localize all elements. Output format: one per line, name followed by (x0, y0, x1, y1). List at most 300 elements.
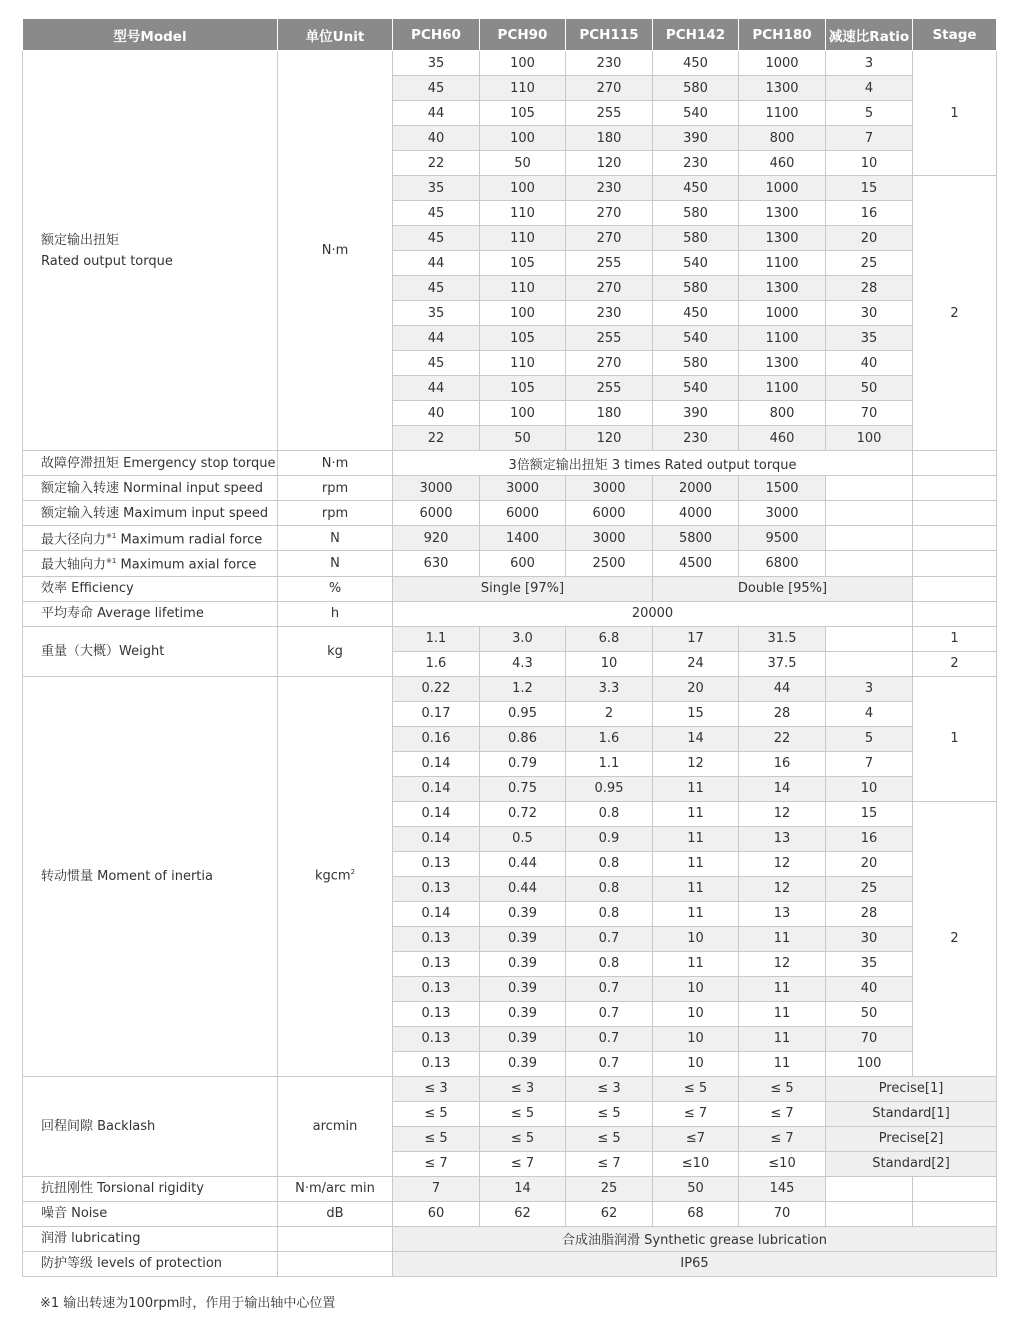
table-header (23, 19, 997, 51)
value-cell: 450 (653, 301, 739, 326)
value-cell: 6000 (393, 501, 480, 526)
value-cell: 44 (739, 676, 826, 701)
ratio-cell: 4 (826, 701, 913, 726)
value-cell: 0.13 (393, 1001, 480, 1026)
value-cell: 1400 (480, 526, 566, 551)
value-cell: 0.7 (566, 1051, 653, 1076)
value-cell: 3.3 (566, 676, 653, 701)
value-cell: 28 (739, 701, 826, 726)
value-cell: 45 (393, 201, 480, 226)
row-label-en: Maximum axial force (116, 557, 257, 573)
value-cell: 0.22 (393, 676, 480, 701)
ratio-cell: 50 (826, 376, 913, 401)
value-cell: 11 (653, 901, 739, 926)
stage-cell: 2 (913, 651, 997, 676)
value-cell: 11 (739, 926, 826, 951)
ratio-cell (826, 501, 913, 526)
value-cell: 0.13 (393, 1026, 480, 1051)
value-cell: 11 (739, 1051, 826, 1076)
value-cell: ≤ 5 (480, 1126, 566, 1151)
value-cell: 7 (393, 1176, 480, 1201)
ratio-cell (826, 526, 913, 551)
value-cell: 50 (480, 426, 566, 451)
ratio-cell (826, 1176, 913, 1201)
unit-cell: arcmin (278, 1076, 393, 1176)
value-cell: 10 (653, 976, 739, 1001)
value-cell: 44 (393, 376, 480, 401)
value-cell: 22 (393, 426, 480, 451)
value-cell: 540 (653, 326, 739, 351)
value-cell: 2500 (566, 551, 653, 576)
grade-cell: Standard[2] (826, 1151, 997, 1176)
ratio-cell: 4 (826, 76, 913, 101)
value-cell: 630 (393, 551, 480, 576)
value-cell: 0.44 (480, 851, 566, 876)
footnote-marker: ※1 (106, 532, 117, 540)
value-cell: 50 (653, 1176, 739, 1201)
value-cell: 110 (480, 351, 566, 376)
ratio-cell: 35 (826, 951, 913, 976)
ratio-cell: 100 (826, 1051, 913, 1076)
footnote-marker: ※1 (106, 557, 117, 566)
value-cell: 10 (566, 651, 653, 676)
value-cell: 12 (739, 951, 826, 976)
value-cell: 0.7 (566, 976, 653, 1001)
value-cell: 10 (653, 1001, 739, 1026)
value-cell: 1300 (739, 201, 826, 226)
value-cell: ≤ 7 (480, 1151, 566, 1176)
value-cell: 25 (566, 1176, 653, 1201)
footnote: ※1 输出转速为100rpm时，作用于输出轴中心位置 (40, 1296, 336, 1311)
value-cell: 145 (739, 1176, 826, 1201)
value-cell: 1100 (739, 326, 826, 351)
row-label: 故障停滞扭矩 Emergency stop torque (23, 451, 278, 476)
value-cell: 1100 (739, 101, 826, 126)
row-label (23, 551, 278, 576)
value-cell: 45 (393, 226, 480, 251)
value-cell: 14 (480, 1176, 566, 1201)
value-cell: 0.39 (480, 1001, 566, 1026)
value-cell: 3000 (566, 526, 653, 551)
ratio-cell: 15 (826, 801, 913, 826)
unit-cell: dB (278, 1201, 393, 1226)
value-cell: 1.1 (566, 751, 653, 776)
value-cell: 1300 (739, 351, 826, 376)
value-cell: 1300 (739, 276, 826, 301)
value-cell: 24 (653, 651, 739, 676)
value-cell: 0.8 (566, 876, 653, 901)
value-cell: 9500 (739, 526, 826, 551)
unit-cell: N·m (278, 51, 393, 451)
value-cell: 0.14 (393, 751, 480, 776)
table-row (23, 551, 997, 576)
value-cell: 100 (480, 401, 566, 426)
column-header: 减速比Ratio (826, 19, 913, 51)
value-cell: 0.16 (393, 726, 480, 751)
value-cell: 6000 (480, 501, 566, 526)
value-cell: 1.2 (480, 676, 566, 701)
unit-cell: N·m/arc min (278, 1176, 393, 1201)
value-cell: 100 (480, 176, 566, 201)
stage-cell (913, 526, 997, 551)
value-cell: 6.8 (566, 626, 653, 651)
stage-cell (913, 601, 997, 626)
value-cell: ≤ 5 (739, 1076, 826, 1101)
value-cell: 255 (566, 376, 653, 401)
value-cell: 45 (393, 76, 480, 101)
value-cell: 230 (653, 426, 739, 451)
value-cell: 0.13 (393, 851, 480, 876)
value-cell: 0.79 (480, 751, 566, 776)
value-cell: 13 (739, 901, 826, 926)
value-cell: 230 (653, 151, 739, 176)
value-cell: ≤ 3 (480, 1076, 566, 1101)
value-cell: 580 (653, 351, 739, 376)
value-cell: 11 (653, 951, 739, 976)
value-cell: 0.95 (480, 701, 566, 726)
row-label (23, 526, 278, 551)
value-cell: 4.3 (480, 651, 566, 676)
ratio-cell: 70 (826, 401, 913, 426)
value-cell: 270 (566, 276, 653, 301)
value-cell: 100 (480, 51, 566, 76)
ratio-cell: 5 (826, 101, 913, 126)
row-label: 噪音 Noise (23, 1201, 278, 1226)
value-cell: 105 (480, 101, 566, 126)
value-cell: ≤7 (653, 1126, 739, 1151)
value-cell: 50 (480, 151, 566, 176)
value-cell: 4000 (653, 501, 739, 526)
column-header: Stage (913, 19, 997, 51)
value-cell: 14 (653, 726, 739, 751)
ratio-cell (826, 551, 913, 576)
table-row (23, 476, 997, 501)
grade-cell: Precise[1] (826, 1076, 997, 1101)
value-cell: 3000 (480, 476, 566, 501)
value-cell: 600 (480, 551, 566, 576)
ratio-cell (826, 476, 913, 501)
value-cell: 1000 (739, 51, 826, 76)
ratio-cell: 35 (826, 326, 913, 351)
value-cell: 800 (739, 126, 826, 151)
ratio-cell: 7 (826, 751, 913, 776)
column-header: PCH180 (739, 19, 826, 51)
unit-text: kgcm (314, 868, 351, 884)
value-cell: 450 (653, 51, 739, 76)
table-row (23, 1076, 997, 1101)
value-cell: 0.86 (480, 726, 566, 751)
table-row (23, 526, 997, 551)
row-label: 润滑 lubricating (23, 1226, 278, 1251)
merged-value-cell: 20000 (393, 601, 913, 626)
row-label: 转动惯量 Moment of inertia (23, 676, 278, 1076)
value-cell: 2 (566, 701, 653, 726)
value-cell: 460 (739, 426, 826, 451)
ratio-cell: 50 (826, 1001, 913, 1026)
value-cell: 270 (566, 226, 653, 251)
value-cell: 0.13 (393, 926, 480, 951)
unit-cell: N (278, 526, 393, 551)
row-label: 重量（大概）Weight (23, 626, 278, 676)
value-cell: 62 (480, 1201, 566, 1226)
value-cell: 11 (739, 1026, 826, 1051)
value-cell: 255 (566, 101, 653, 126)
value-cell: ≤ 5 (480, 1101, 566, 1126)
value-cell: 40 (393, 401, 480, 426)
stage-cell (913, 551, 997, 576)
ratio-cell: 40 (826, 976, 913, 1001)
merged-value-cell: 合成油脂润滑 Synthetic grease lubrication (393, 1226, 997, 1251)
value-cell: 255 (566, 251, 653, 276)
unit-cell (278, 676, 393, 1076)
efficiency-double-cell: Double [95%] (653, 576, 913, 601)
ratio-cell: 5 (826, 726, 913, 751)
value-cell: 0.13 (393, 1051, 480, 1076)
value-cell: 390 (653, 401, 739, 426)
value-cell: 20 (653, 676, 739, 701)
value-cell: 22 (393, 151, 480, 176)
grade-cell: Precise[2] (826, 1126, 997, 1151)
stage-cell (913, 476, 997, 501)
value-cell: 12 (739, 876, 826, 901)
ratio-cell: 3 (826, 51, 913, 76)
row-label-line: Rated output torque (41, 253, 173, 269)
value-cell: 3000 (393, 476, 480, 501)
unit-cell: rpm (278, 476, 393, 501)
stage-cell: 1 (913, 676, 997, 801)
value-cell: 120 (566, 426, 653, 451)
ratio-cell: 16 (826, 826, 913, 851)
value-cell: 62 (566, 1201, 653, 1226)
value-cell: 580 (653, 276, 739, 301)
value-cell: 44 (393, 251, 480, 276)
row-label-main: 最大轴向力 (41, 557, 107, 573)
value-cell: 3000 (566, 476, 653, 501)
value-cell: 11 (653, 776, 739, 801)
grade-cell: Standard[1] (826, 1101, 997, 1126)
value-cell: 1000 (739, 176, 826, 201)
unit-cell: % (278, 576, 393, 601)
value-cell: 180 (566, 401, 653, 426)
stage-cell (913, 451, 997, 476)
value-cell: 230 (566, 301, 653, 326)
value-cell: 60 (393, 1201, 480, 1226)
value-cell: 44 (393, 101, 480, 126)
value-cell: 540 (653, 251, 739, 276)
value-cell: 580 (653, 201, 739, 226)
value-cell: 14 (739, 776, 826, 801)
column-header: PCH115 (566, 19, 653, 51)
value-cell: ≤ 5 (566, 1101, 653, 1126)
value-cell: 10 (653, 1051, 739, 1076)
stage-cell: 1 (913, 626, 997, 651)
value-cell: ≤ 3 (393, 1076, 480, 1101)
value-cell: 0.17 (393, 701, 480, 726)
spec-table (22, 18, 997, 1277)
row-label-main: 最大径向力 (41, 532, 107, 548)
value-cell: 0.9 (566, 826, 653, 851)
value-cell: 0.14 (393, 826, 480, 851)
stage-cell (913, 1176, 997, 1201)
value-cell: 450 (653, 176, 739, 201)
ratio-cell: 30 (826, 926, 913, 951)
value-cell: ≤ 7 (566, 1151, 653, 1176)
value-cell: 40 (393, 126, 480, 151)
value-cell: 580 (653, 226, 739, 251)
value-cell: 5800 (653, 526, 739, 551)
value-cell: 35 (393, 176, 480, 201)
value-cell: 15 (653, 701, 739, 726)
value-cell: 17 (653, 626, 739, 651)
unit-cell: h (278, 601, 393, 626)
value-cell: 1100 (739, 376, 826, 401)
value-cell: 0.39 (480, 976, 566, 1001)
ratio-cell: 20 (826, 226, 913, 251)
value-cell: 105 (480, 376, 566, 401)
stage-cell: 2 (913, 801, 997, 1076)
value-cell: 11 (653, 826, 739, 851)
value-cell: 100 (480, 126, 566, 151)
row-label-en: Maximum radial force (116, 532, 263, 548)
value-cell: ≤ 7 (653, 1101, 739, 1126)
ratio-cell: 10 (826, 776, 913, 801)
value-cell: ≤ 5 (393, 1126, 480, 1151)
value-cell: 11 (653, 851, 739, 876)
value-cell: 4500 (653, 551, 739, 576)
row-label-line: 额定输出扭矩 (41, 232, 120, 248)
table-row (23, 1201, 997, 1226)
unit-cell: kg (278, 626, 393, 676)
table-row (23, 676, 997, 701)
value-cell: 0.44 (480, 876, 566, 901)
value-cell: 0.75 (480, 776, 566, 801)
value-cell: 0.5 (480, 826, 566, 851)
value-cell: 390 (653, 126, 739, 151)
row-label: 平均寿命 Average lifetime (23, 601, 278, 626)
value-cell: 3.0 (480, 626, 566, 651)
value-cell: 12 (739, 851, 826, 876)
value-cell: 110 (480, 226, 566, 251)
value-cell: 10 (653, 1026, 739, 1051)
ratio-cell: 40 (826, 351, 913, 376)
value-cell: 16 (739, 751, 826, 776)
value-cell: 45 (393, 351, 480, 376)
unit-superscript: 2 (350, 868, 356, 877)
value-cell: 0.7 (566, 926, 653, 951)
value-cell: 1100 (739, 251, 826, 276)
unit-cell: N (278, 551, 393, 576)
value-cell: 1.6 (393, 651, 480, 676)
value-cell: 0.13 (393, 976, 480, 1001)
merged-value-cell: IP65 (393, 1251, 997, 1276)
value-cell: 110 (480, 201, 566, 226)
ratio-cell: 28 (826, 901, 913, 926)
value-cell: 0.7 (566, 1001, 653, 1026)
value-cell: ≤ 5 (653, 1076, 739, 1101)
value-cell: ≤10 (653, 1151, 739, 1176)
value-cell: ≤10 (739, 1151, 826, 1176)
value-cell: 0.39 (480, 901, 566, 926)
ratio-cell: 3 (826, 676, 913, 701)
value-cell: 12 (653, 751, 739, 776)
value-cell: 11 (739, 976, 826, 1001)
value-cell: 920 (393, 526, 480, 551)
value-cell: 800 (739, 401, 826, 426)
value-cell: 110 (480, 276, 566, 301)
table-row (23, 1176, 997, 1201)
ratio-cell: 16 (826, 201, 913, 226)
ratio-cell: 70 (826, 1026, 913, 1051)
ratio-cell: 20 (826, 851, 913, 876)
value-cell: ≤ 3 (566, 1076, 653, 1101)
value-cell: 0.72 (480, 801, 566, 826)
value-cell: 0.14 (393, 801, 480, 826)
ratio-cell (826, 626, 913, 651)
value-cell: 22 (739, 726, 826, 751)
value-cell: 180 (566, 126, 653, 151)
value-cell: 0.13 (393, 876, 480, 901)
value-cell: 105 (480, 251, 566, 276)
table-row (23, 626, 997, 651)
efficiency-single-cell: Single [97%] (393, 576, 653, 601)
value-cell: ≤ 5 (566, 1126, 653, 1151)
value-cell: 1.1 (393, 626, 480, 651)
value-cell: 0.8 (566, 901, 653, 926)
value-cell: 0.8 (566, 951, 653, 976)
stage-cell (913, 501, 997, 526)
value-cell: 1300 (739, 226, 826, 251)
value-cell: 0.7 (566, 1026, 653, 1051)
value-cell: 1000 (739, 301, 826, 326)
row-label: 额定输入转速 Norminal input speed (23, 476, 278, 501)
value-cell: 0.95 (566, 776, 653, 801)
value-cell: 110 (480, 76, 566, 101)
ratio-cell: 15 (826, 176, 913, 201)
value-cell: 0.14 (393, 901, 480, 926)
unit-cell (278, 1251, 393, 1276)
ratio-cell: 100 (826, 426, 913, 451)
value-cell: 3000 (739, 501, 826, 526)
value-cell: 12 (739, 801, 826, 826)
value-cell: 270 (566, 76, 653, 101)
column-header: 单位Unit (278, 19, 393, 51)
value-cell: 45 (393, 276, 480, 301)
value-cell: ≤ 7 (393, 1151, 480, 1176)
value-cell: 1.6 (566, 726, 653, 751)
value-cell: 460 (739, 151, 826, 176)
stage-cell: 2 (913, 176, 997, 451)
value-cell: ≤ 5 (393, 1101, 480, 1126)
stage-cell: 1 (913, 51, 997, 176)
column-header: PCH60 (393, 19, 480, 51)
value-cell: 0.8 (566, 851, 653, 876)
value-cell: 68 (653, 1201, 739, 1226)
merged-value-cell: 3倍额定输出扭矩 3 times Rated output torque (393, 451, 913, 476)
unit-cell: N·m (278, 451, 393, 476)
value-cell: 44 (393, 326, 480, 351)
ratio-cell: 7 (826, 126, 913, 151)
unit-cell (278, 1226, 393, 1251)
value-cell: 10 (653, 926, 739, 951)
value-cell: 37.5 (739, 651, 826, 676)
table-row (23, 501, 997, 526)
value-cell: ≤ 7 (739, 1126, 826, 1151)
table-row (23, 576, 997, 601)
ratio-cell: 28 (826, 276, 913, 301)
column-header: 型号Model (23, 19, 278, 51)
value-cell: 540 (653, 101, 739, 126)
value-cell: 0.39 (480, 951, 566, 976)
